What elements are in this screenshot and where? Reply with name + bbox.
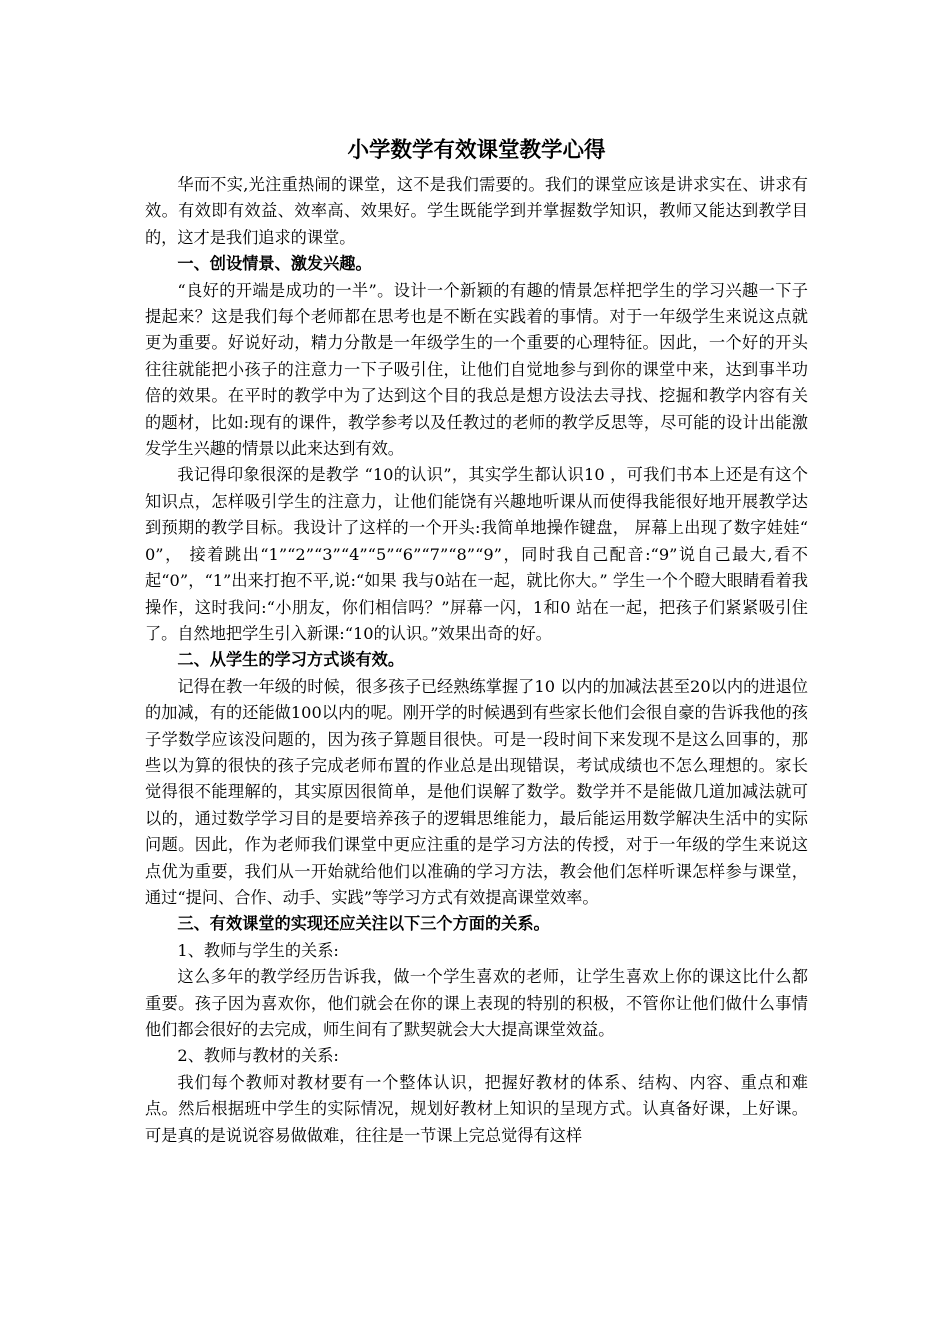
body-paragraph: 记得在教一年级的时候，很多孩子已经熟练掌握了10 以内的加减法甚至20以内的进退位的加减，有的还能做100以内的呢。刚开学的时候遇到有些家长他们会很自豪的告诉我他的孩子学数学应该没问题的，因为孩子算题目很快。可是一段时间下来发现不是这么回事的，那些以为算的很快的孩子完成老师布置的作业总是出现错误，考试成绩也不怎么理想的。家长觉得很不能理解的，其实原因很简单，是他们误解了数学。数学并不是能做几道加减法就可以的，通过数学学习目的是要培养孩子的逻辑思维能力，最后能运用数学解决生活中的实际问题。因此，作为老师我们课堂中更应注重的是学习方法的传授，对于一年级的学生来说这点优为重要，我们从一开始就给他们以准确的学习方法，教会他们怎样听课怎样参与课堂，通过“提问、合作、动手、实践”等学习方式有效提高课堂效率。 xyxy=(145,676,808,907)
section-heading: 三、有效课堂的实现还应关注以下三个方面的关系。 xyxy=(177,914,550,934)
document-title: 小学数学有效课堂教学心得 xyxy=(347,138,606,163)
document-body xyxy=(145,172,808,1149)
document-page xyxy=(145,132,808,1149)
body-paragraph: 我们每个教师对教材要有一个整体认识，把握好教材的体系、结构、内容、重点和难点。然后根据班中学生的实际情况，规划好教材上知识的呈现方式。认真备好课，上好课。可是真的是说说容易做做难，往往是一节课上完总觉得有这样 xyxy=(145,1072,808,1145)
body-paragraph: 这么多年的教学经历告诉我，做一个学生喜欢的老师，让学生喜欢上你的课这比什么都重要。孩子因为喜欢你，他们就会在你的课上表现的特别的积极，不管你让他们做什么事情他们都会很好的去完成，师生间有了默契就会大大提高课堂效益。 xyxy=(145,967,808,1039)
body-paragraph: 2、教师与教材的关系: xyxy=(177,1046,339,1066)
body-paragraph: 1、教师与学生的关系: xyxy=(177,940,339,960)
section-heading: 一、创设情景、激发兴趣。 xyxy=(177,254,372,274)
section-heading: 二、从学生的学习方式谈有效。 xyxy=(177,650,405,670)
body-paragraph: “良好的开端是成功的一半”。设计一个新颖的有趣的情景怎样把学生的学习兴趣一下子提起来？这是我们每个老师都在思考也是不断在实践着的事情。对于一年级学生来说这点就更为重要。好说好动，精力分散是一年级学生的一个重要的心理特征。因此，一个好的开头往往就能把小孩子的注意力一下子吸引住，让他们自觉地参与到你的课堂中来，达到事半功倍的效果。在平时的教学中为了达到这个目的我总是想方设法去寻找、挖掘和教学内容有关的题材，比如:现有的课件，教学参考以及任教过的老师的教学反思等，尽可能的设计出能激发学生兴趣的情景以此来达到有效。 xyxy=(145,280,808,459)
body-paragraph: 华而不实,光注重热闹的课堂，这不是我们需要的。我们的课堂应该是讲求实在、讲求有效。有效即有效益、效率高、效果好。学生既能学到并掌握数学知识，教师又能达到教学目的，这才是我们追求的课堂。 xyxy=(145,175,808,247)
body-paragraph: 我记得印象很深的是教学 “10的认识”，其实学生都认识10 ，可我们书本上还是有这个知识点，怎样吸引学生的注意力，让他们能饶有兴趣地听课从而使得我能很好地开展教学达到预期的教学目标。我设计了这样的一个开头:我简单地操作键盘， 屏幕上出现了数字娃娃“ 0”， 接着跳出“1”“2”“3”“4”“5”“6”“7”“8”“9”，同时我自己配音:“9”说自己最大,看不起“0”，“1”出来打抱不平,说:“如果 我与0站在一起，就比你大。” 学生一个个瞪大眼睛看着我操作，这时我问:“小朋友，你们相信吗？”屏幕一闪，1和0 站在一起，把孩子们紧紧吸引住了。自然地把学生引入新课:“10的认识。”效果出奇的好。 xyxy=(145,465,808,643)
